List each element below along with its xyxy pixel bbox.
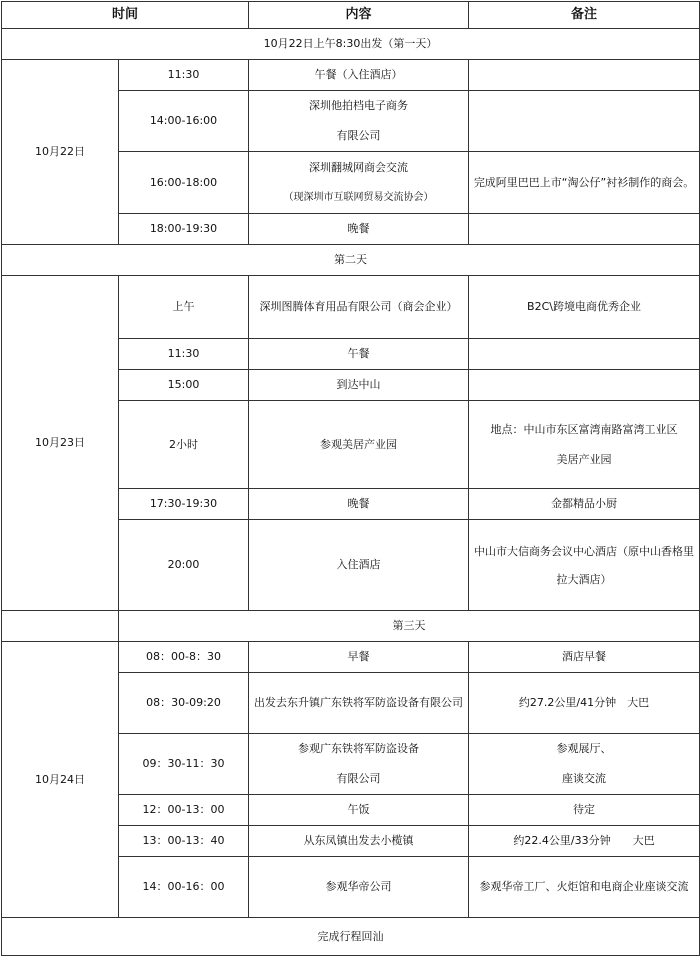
time-cell: 2小时 (119, 401, 249, 489)
table-row (2, 60, 700, 91)
time-cell: 15:00 (119, 370, 249, 401)
header-row (2, 2, 700, 29)
content-line: 有限公司 (336, 129, 381, 142)
table-row (2, 276, 700, 339)
content-line: 深圳翻城网商会交流 (309, 160, 409, 174)
time-cell: 13：00-13：40 (119, 826, 249, 857)
itinerary-table (1, 1, 700, 956)
content-cell: 到达中山 (249, 370, 469, 401)
notes-cell: 参观华帝工厂、火炬馆和电商企业座谈交流 (469, 857, 700, 918)
time-cell: 上午 (119, 276, 249, 339)
notes-cell (469, 339, 700, 370)
notes-line: 地点：中山市东区富湾南路富湾工业区 (490, 422, 678, 436)
notes-cell: 中山市大信商务会议中心酒店（原中山香格里拉大酒店） (469, 520, 700, 611)
time-cell: 18:00-19:30 (119, 214, 249, 245)
content-line: 有限公司 (336, 772, 381, 785)
time-cell: 14：00-16：00 (119, 857, 249, 918)
content-cell: 参观华帝公司 (249, 857, 469, 918)
day3-title-spacer (2, 611, 119, 642)
content-cell: 午餐 (249, 339, 469, 370)
time-cell: 20:00 (119, 520, 249, 611)
footer-text: 完成行程回汕 (2, 918, 700, 956)
time-cell: 12：00-13：00 (119, 795, 249, 826)
notes-cell (469, 91, 700, 152)
notes-cell: 待定 (469, 795, 700, 826)
content-cell (249, 734, 469, 795)
content-line: 参观广东铁将军防盗设备 (298, 742, 420, 755)
time-cell: 08：30-09:20 (119, 673, 249, 734)
day1-date: 10月22日 (2, 60, 119, 245)
notes-cell (469, 734, 700, 795)
footer-row (2, 918, 700, 956)
day1-title: 10月22日上午8:30出发（第一天） (2, 29, 700, 60)
time-cell: 08：00-8：30 (119, 642, 249, 673)
content-line: 深圳他拍档电子商务 (309, 99, 409, 112)
content-line: （现深圳市互联网贸易交流协会） (283, 191, 434, 203)
day2-title: 第二天 (2, 245, 700, 276)
notes-line: 参观展厅、 (556, 742, 612, 755)
time-cell: 11:30 (119, 60, 249, 91)
content-cell: 参观美居产业园 (249, 401, 469, 489)
time-cell: 16:00-18:00 (119, 152, 249, 214)
time-cell: 17:30-19:30 (119, 489, 249, 520)
content-cell: 午餐（入住酒店） (249, 60, 469, 91)
notes-cell (469, 370, 700, 401)
notes-line: 座谈交流 (562, 772, 607, 785)
header-content: 内容 (249, 2, 469, 29)
day3-title: 第三天 (119, 611, 700, 642)
day2-date: 10月23日 (2, 276, 119, 611)
notes-cell: 金都精品小厨 (469, 489, 700, 520)
notes-cell: 约22.4公里/33分钟 大巴 (469, 826, 700, 857)
content-cell: 晚餐 (249, 214, 469, 245)
header-time: 时间 (2, 2, 249, 29)
notes-cell (469, 214, 700, 245)
notes-cell: 完成阿里巴巴上市“淘公仔”衬衫制作的商会。 (469, 152, 700, 214)
header-notes: 备注 (469, 2, 700, 29)
content-cell: 入住酒店 (249, 520, 469, 611)
content-cell: 深圳图腾体育用品有限公司（商会企业） (249, 276, 469, 339)
table-row (2, 642, 700, 673)
day1-title-row (2, 29, 700, 60)
time-cell: 09：30-11：30 (119, 734, 249, 795)
day3-title-row (2, 611, 700, 642)
day3-date: 10月24日 (2, 642, 119, 918)
notes-cell (469, 401, 700, 489)
day2-title-row (2, 245, 700, 276)
content-cell (249, 152, 469, 214)
content-cell: 晚餐 (249, 489, 469, 520)
content-cell: 午饭 (249, 795, 469, 826)
notes-cell (469, 60, 700, 91)
content-cell (249, 91, 469, 152)
notes-cell: B2C\跨境电商优秀企业 (469, 276, 700, 339)
notes-line: 美居产业园 (556, 452, 612, 466)
time-cell: 11:30 (119, 339, 249, 370)
content-cell: 从东凤镇出发去小榄镇 (249, 826, 469, 857)
notes-cell: 约27.2公里/41分钟 大巴 (469, 673, 700, 734)
content-cell: 出发去东升镇广东铁将军防盗设备有限公司 (249, 673, 469, 734)
content-cell: 早餐 (249, 642, 469, 673)
time-cell: 14:00-16:00 (119, 91, 249, 152)
notes-cell: 酒店早餐 (469, 642, 700, 673)
